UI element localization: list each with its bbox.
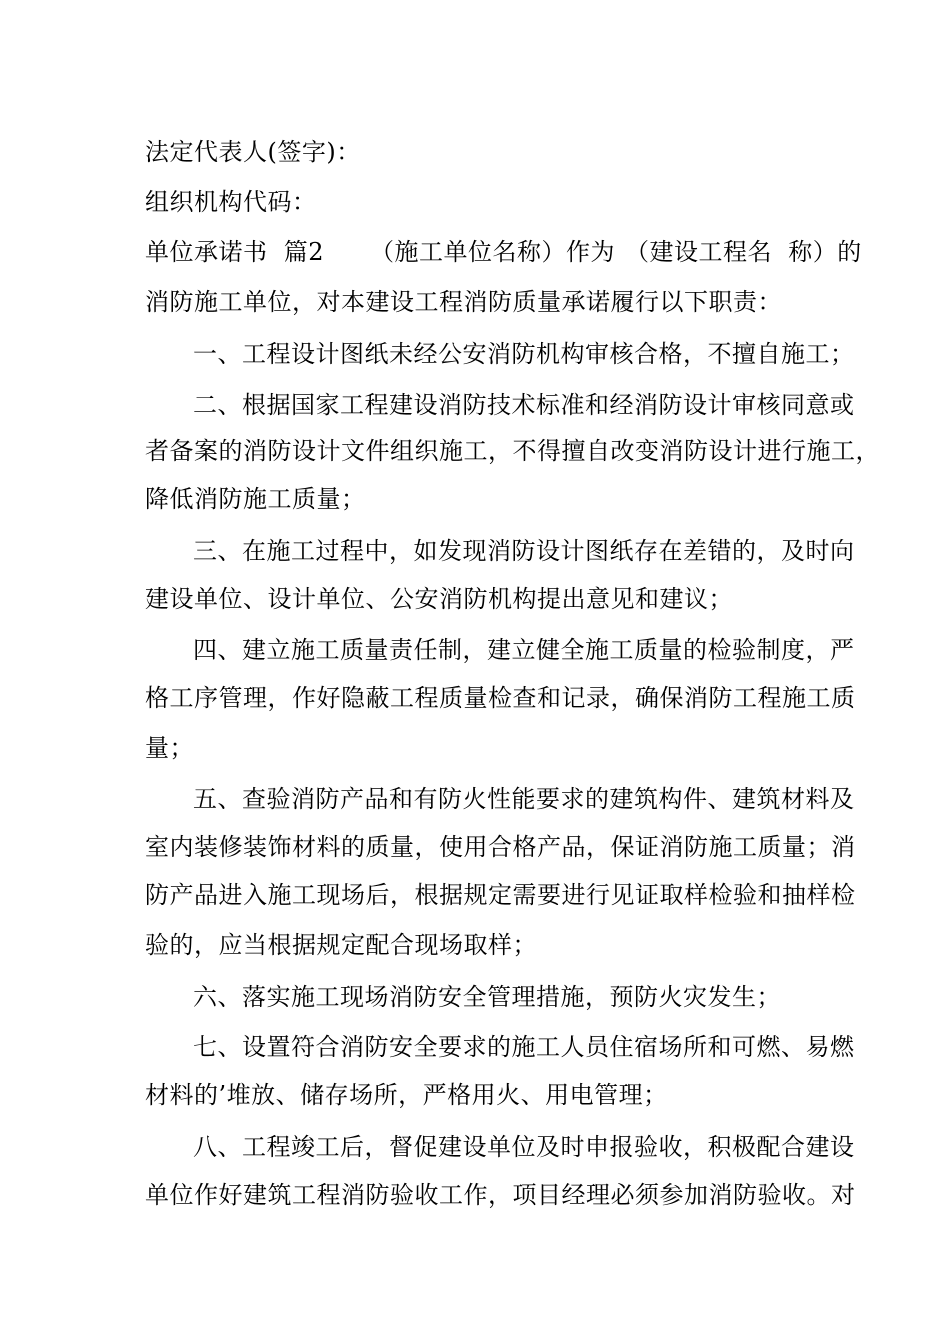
paragraph-line: 五、查验消防产品和有防火性能要求的建筑构件、建筑材料及 xyxy=(193,785,855,813)
paragraph-line: 消防施工单位，对本建设工程消防质量承诺履行以下职责： xyxy=(145,288,782,316)
paragraph-line: 防产品进入施工现场后，根据规定需要进行见证取样检验和抽样检 xyxy=(145,881,856,909)
paragraph-line: 降低消防施工质量； xyxy=(145,485,366,513)
paragraph-line: 三、在施工过程中，如发现消防设计图纸存在差错的，及时向 xyxy=(193,537,855,565)
commitment-title: 单位承诺书 篇2 xyxy=(145,238,325,266)
commitment-heading-line xyxy=(145,237,862,267)
paragraph-line: 四、建立施工质量责任制，建立健全施工质量的检验制度，严 xyxy=(193,636,855,664)
paragraph-line: 六、落实施工现场消防安全管理措施，预防火灾发生； xyxy=(193,983,781,1011)
paragraph-line: 量； xyxy=(145,734,194,762)
paragraph-line: 七、设置符合消防安全要求的施工人员住宿场所和可燃、易燃 xyxy=(193,1033,855,1061)
construction-unit-name-field: （施工单位名称）作为 xyxy=(370,238,616,266)
organization-code-label: 组织机构代码： xyxy=(145,188,317,216)
paragraph-line: 一、工程设计图纸未经公安消防机构审核合格，不擅自施工； xyxy=(193,340,855,368)
paragraph-line: 室内装修装饰材料的质量，使用合格产品，保证消防施工质量；消 xyxy=(145,833,856,861)
paragraph-line: 单位作好建筑工程消防验收工作，项目经理必须参加消防验收。对 xyxy=(145,1181,856,1209)
paragraph-line: 八、工程竣工后，督促建设单位及时申报验收，积极配合建设 xyxy=(193,1133,855,1161)
paragraph-line: 验的，应当根据规定配合现场取样； xyxy=(145,931,537,959)
paragraph-line: 者备案的消防设计文件组织施工，不得擅自改变消防设计进行施工， xyxy=(145,437,880,465)
paragraph-line: 建设单位、设计单位、公安消防机构提出意见和建议； xyxy=(145,585,733,613)
paragraph-line: 材料的’堆放、储存场所，严格用火、用电管理； xyxy=(145,1081,668,1109)
project-name-field: （建设工程名 称）的 xyxy=(625,238,862,266)
legal-representative-label: 法定代表人(签字)： xyxy=(145,138,361,166)
paragraph-line: 二、根据国家工程建设消防技术标准和经消防设计审核同意或 xyxy=(193,391,855,419)
paragraph-line: 格工序管理，作好隐蔽工程质量检查和记录，确保消防工程施工质 xyxy=(145,684,856,712)
